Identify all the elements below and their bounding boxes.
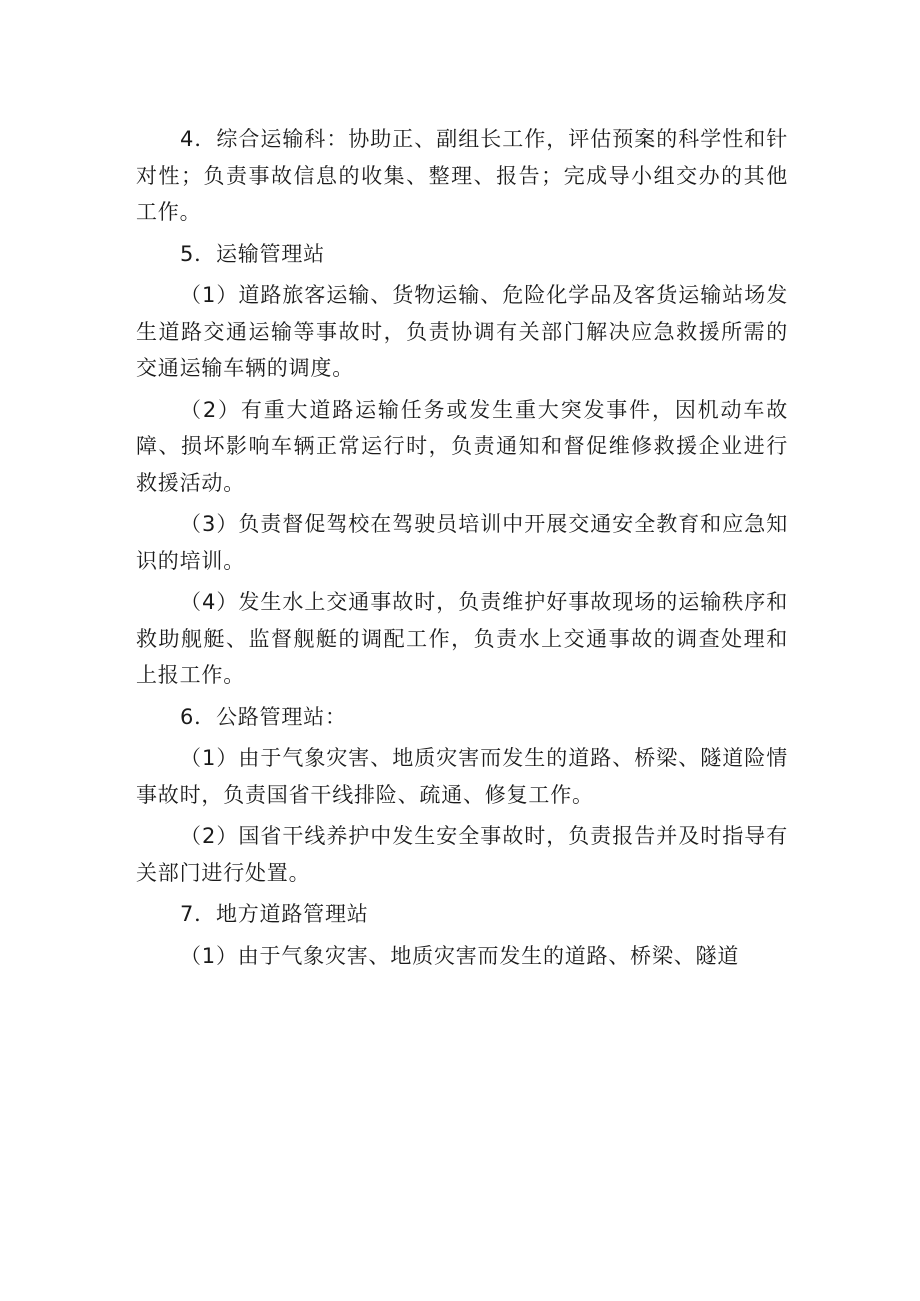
paragraph-transport-item-2: （2）有重大道路运输任务或发生重大突发事件，因机动车故障、损坏影响车辆正常运行时，负责通知和督促维修救援企业进行救援活动。	[136, 397, 788, 495]
heading-transport-management-station: 5．运输管理站	[180, 241, 325, 266]
paragraph-highway-item-2: （2）国省干线养护中发生安全事故时，负责报告并及时指导有关部门进行处置。	[136, 824, 788, 885]
heading-local-road-management-station: 7．地方道路管理站	[180, 902, 369, 926]
heading-highway-management-station: 6．公路管理站：	[180, 704, 347, 729]
paragraph-local-road-item-1: （1）由于气象灾害、地质灾害而发生的道路、桥梁、隧道	[180, 943, 740, 968]
paragraph-transport-item-3: （3）负责督促驾校在驾驶员培训中开展交通安全教育和应急知识的培训。	[136, 512, 788, 573]
document-body	[136, 121, 788, 974]
paragraph-transport-item-4: （4）发生水上交通事故时，负责维护好事故现场的运输秩序和救助舰艇、监督舰艇的调配工作，负责水上交通事故的调查处理和上报工作。	[136, 590, 788, 687]
paragraph-highway-item-1: （1）由于气象灾害、地质灾害而发生的道路、桥梁、隧道险情事故时，负责国省干线排险、疏通、修复工作。	[136, 746, 788, 807]
paragraph-transport-item-1: （1）道路旅客运输、货物运输、危险化学品及客货运输站场发生道路交通运输等事故时，负责协调有关部门解决应急救援所需的交通运输车辆的调度。	[136, 283, 788, 380]
paragraph-comprehensive-transport-section: 4．综合运输科：协助正、副组长工作，评估预案的科学性和针对性；负责事故信息的收集、整理、报告；完成导小组交办的其他工作。	[136, 127, 788, 224]
